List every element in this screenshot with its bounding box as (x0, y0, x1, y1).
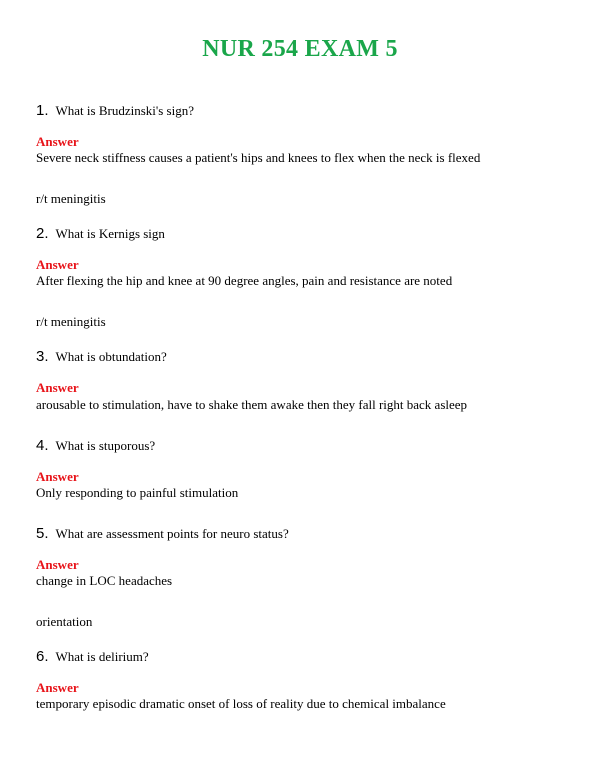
answer-text: Severe neck stiffness causes a patient's hips and knees to flex when the neck is flexed (36, 150, 481, 165)
answer-label: Answer (36, 257, 79, 272)
answer-text: After flexing the hip and knee at 90 degree angles, pain and resistance are noted (36, 273, 453, 288)
question-text: What is obtundation? (55, 349, 167, 364)
question-3 (36, 348, 167, 365)
answer-text: temporary episodic dramatic onset of loss of reality due to chemical imbalance (36, 696, 446, 711)
question-6 (36, 648, 149, 665)
question-text: What is delirium? (55, 649, 149, 664)
answer-extra-text: r/t meningitis (36, 191, 106, 206)
question-text: What is Kernigs sign (55, 226, 165, 241)
question-text: What is stuporous? (55, 438, 156, 453)
question-text: What is Brudzinski's sign? (55, 103, 194, 118)
question-5 (36, 525, 289, 542)
question-1 (36, 102, 194, 119)
question-number: 3. (36, 348, 49, 365)
answer-label: Answer (36, 557, 79, 572)
answer-text: change in LOC headaches (36, 573, 173, 588)
answer-label: Answer (36, 134, 79, 149)
answer-text: Only responding to painful stimulation (36, 485, 239, 500)
answer-label: Answer (36, 469, 79, 484)
answer-label: Answer (36, 680, 79, 695)
question-text: What are assessment points for neuro status? (55, 526, 289, 541)
question-number: 1. (36, 102, 49, 119)
answer-extra-text: r/t meningitis (36, 314, 106, 329)
question-number: 4. (36, 437, 49, 454)
answer-extra-text: orientation (36, 614, 93, 629)
question-number: 5. (36, 525, 49, 542)
question-number: 6. (36, 648, 49, 665)
answer-label: Answer (36, 380, 79, 395)
question-4 (36, 437, 155, 454)
page-title: NUR 254 EXAM 5 (202, 36, 398, 62)
question-2 (36, 225, 165, 242)
answer-text: arousable to stimulation, have to shake them awake then they fall right back asleep (36, 397, 468, 412)
question-number: 2. (36, 225, 49, 242)
